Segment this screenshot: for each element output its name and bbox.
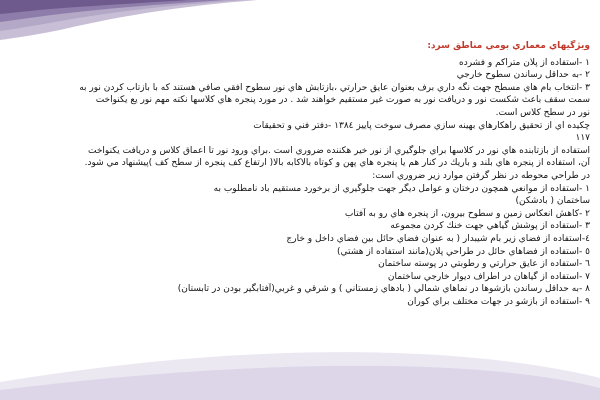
text-line: ۲ -به حداقل رساندن سطوح خارجي <box>456 70 590 81</box>
text-line: ٦ -استفاده از عايق حرارتي و رطوبتي در پوسته ساختمان <box>378 259 590 270</box>
text-line: ۲ -كاهش انعكاس زمين و سطوح بيرون، از پنجره هاي رو به آفتاب <box>344 208 590 219</box>
text-line: ۱۱۷ <box>575 133 590 144</box>
text-line: ۳ -استفاده از پوشش گياهي جهت خنك كردن مجموعه <box>390 221 590 232</box>
slide-text <box>5 40 590 308</box>
text-line: ۷ -استفاده از گياهان در اطراف ديوار خارجي ساختمان <box>387 271 590 282</box>
text-line: ۱ -استفاده از موانعي همچون درختان و عوامل ديگر جهت جلوگيري از برخورد مستقيم باد نامطلوب به <box>213 183 590 194</box>
text-line: چكيده اي از تحقيق راهكارهاي بهينه سازي مصرف سوخت پاييز ۱۳۸٤ -دفتر فني و تحقيقات <box>253 120 590 131</box>
text-line: سمت سقف باعث شكست نور و دريافت نور به صورت غير مستقيم خواهند شد . در مورد پنجره هاي كلاسها نكته مهم نور يع يكنواخت <box>95 95 590 106</box>
text-line: ٥ -استفاده از فضاهاي حائل در طراحي پلان(مانند استفاده از هشتي) <box>336 246 590 257</box>
slide-heading: ويژگيهاي معماري بومي مناطق سرد: <box>427 41 590 51</box>
text-line: ٤-استفاده از فضاي زير بام شيبدار ( به عنوان فضاي حائل بين فضاي داخل و خارج <box>286 233 590 244</box>
text-line: در طراحي محوطه در نظر گرفتن موارد زير ضروري است: <box>372 170 590 181</box>
corner-decoration <box>0 0 260 40</box>
bottom-decoration <box>0 338 600 400</box>
text-line: ۳ -انتخاب بام هاي مسطح جهت نگه داري برف بعنوان عايق حرارتي ،بازتابش هاي نور سطوح افقي صافي هستند كه با بازتاب كردن نور به <box>79 82 590 93</box>
text-line: نور در سطح كلاس است. <box>495 107 590 118</box>
text-line: ۱ -استفاده از پلان متراكم و فشرده <box>458 57 590 68</box>
text-line: آن، استفاده از پنجره هاي بلند و باريك در كنار هم يا پنجره هاي پهن و كوتاه بالاكابه بالا( ارتفاع كف پنجره از سطح كف )پيشنهاد مي شود. <box>84 158 590 169</box>
text-line: ۹ -استفاده از بازشو در جهات مختلف براي كوران <box>407 296 590 307</box>
text-line: ۸ -به حداقل رساندن بازشوها در نماهاي شمالي ( بادهاي زمستاني ) و شرقي و غربي(آفتابگير بودن در تابستان) <box>177 284 590 295</box>
text-line: ساختمان ( بادشكن) <box>515 196 590 207</box>
text-line: استفاده از بازتابنده هاي نور در كلاسها براي جلوگيري از نور خير هكننده ضروري است .براي ورود نور تا اعماق كلاس و دريافت يكنواخت <box>88 145 590 156</box>
